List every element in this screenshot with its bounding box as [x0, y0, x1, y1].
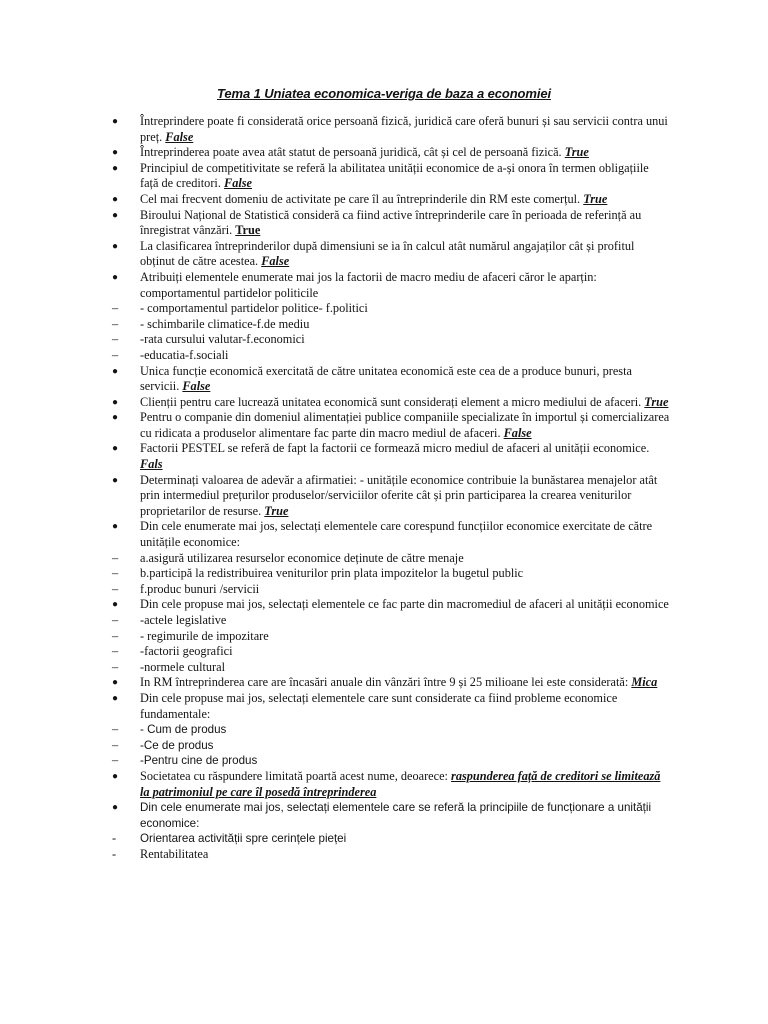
item-text: [140, 441, 670, 472]
sub-list-item: [0, 644, 768, 660]
item-text: [140, 317, 670, 333]
sub-list-item: [0, 551, 768, 567]
sub-list-item: [0, 660, 768, 676]
dash-icon: -: [112, 846, 117, 861]
item-question: In RM întreprinderea care are încasări anuale din vânzări între 9 și 25 milioane lei este considerată:: [140, 675, 629, 690]
item-text: [140, 769, 670, 800]
list-item: [0, 114, 768, 145]
item-text: [140, 114, 670, 145]
item-text: [140, 551, 670, 567]
item-question: -rata cursului valutar-f.economici: [140, 332, 305, 347]
bullet-icon: ●: [112, 677, 119, 689]
item-question: Cel mai frecvent domeniu de activitate pe care îl au întreprinderile din RM este comerțul.: [140, 191, 581, 206]
dash-icon: –: [112, 316, 119, 331]
list-item: [0, 441, 768, 472]
sub-list-item: [0, 831, 768, 847]
item-text: [140, 301, 670, 317]
item-question: f.produc bunuri /servicii: [140, 581, 260, 596]
item-question: -factorii geografici: [140, 644, 233, 659]
list-item: [0, 395, 768, 411]
item-answer: False: [165, 129, 194, 144]
sub-list-item: [0, 582, 768, 598]
item-text: [140, 395, 670, 411]
list-item: [0, 597, 768, 613]
item-text: [140, 364, 670, 395]
item-text: [140, 691, 670, 722]
item-text: [140, 208, 670, 239]
item-question: Factorii PESTEL se referă de fapt la factorii ce formează micro mediul de afaceri al unității economice.: [140, 441, 650, 456]
item-text: [140, 239, 670, 270]
item-question: Rentabilitatea: [140, 846, 209, 861]
item-text: [140, 192, 670, 208]
dash-icon: –: [112, 332, 119, 347]
sub-list-item: [0, 629, 768, 645]
bullet-icon: ●: [112, 521, 119, 533]
list-item: [0, 410, 768, 441]
item-text: [140, 738, 670, 754]
item-question: -normele cultural: [140, 659, 226, 674]
item-question: - Cum de produs: [140, 723, 227, 737]
item-text: [140, 582, 670, 598]
item-text: [140, 519, 670, 550]
dash-icon: –: [112, 753, 119, 768]
bullet-icon: ●: [112, 116, 119, 127]
dash-icon: -: [112, 831, 117, 846]
item-question: Din cele enumerate mai jos, selectați elementele care corespund funcțiilor economice exercitate de către unitățile economice:: [140, 519, 653, 550]
item-text: [140, 566, 670, 582]
item-text: [140, 613, 670, 629]
item-question: Atribuiți elementele enumerate mai jos la factorii de macro mediu de afaceri căror le aparțin: comportamentul partidelor politicile: [140, 269, 597, 300]
item-question: -actele legislative: [140, 613, 227, 627]
bullet-icon: ●: [112, 396, 119, 408]
list-item: [0, 208, 768, 239]
item-text: [140, 722, 670, 738]
item-question: - comportamentul partidelor politice- f.politici: [140, 301, 368, 316]
bullet-icon: ●: [112, 240, 119, 252]
list-item: [0, 192, 768, 208]
item-answer: False: [182, 379, 211, 394]
item-answer: Fals: [140, 457, 163, 472]
item-text: [140, 145, 670, 161]
item-answer: False: [224, 176, 253, 191]
item-text: [140, 675, 670, 691]
item-answer: True: [644, 394, 669, 409]
sub-list-item: [0, 847, 768, 863]
item-question: Din cele enumerate mai jos, selectați elementele care se referă la principiile de funcționare a unității economice:: [140, 801, 652, 830]
bullet-icon: ●: [112, 412, 119, 424]
item-text: [140, 161, 670, 192]
item-question: a.asigură utilizarea resurselor economice deținute de către menaje: [140, 550, 464, 565]
item-text: [140, 410, 670, 441]
sub-list-item: [0, 566, 768, 582]
dash-icon: –: [112, 722, 119, 737]
item-answer: raspunderea față de creditori se limitează la patrimoniul pe care îl posedă întreprinderea: [140, 768, 661, 799]
bullet-icon: ●: [112, 474, 119, 486]
item-text: [140, 800, 670, 831]
bullet-icon: ●: [112, 599, 119, 611]
item-answer: Mica: [631, 675, 658, 690]
item-question: - regimurile de impozitare: [140, 628, 269, 643]
list-item: [0, 519, 768, 550]
sub-list-item: [0, 301, 768, 317]
item-question: -educatia-f.sociali: [140, 347, 229, 362]
sub-list-item: [0, 722, 768, 738]
item-question: Întreprindere poate fi considerată orice persoană fizică, juridică care oferă bunuri și sau servicii contra unui preț.: [140, 114, 668, 144]
item-question: -Ce de produs: [140, 738, 214, 752]
item-text: [140, 629, 670, 645]
list-item: [0, 239, 768, 270]
bullet-icon: ●: [112, 365, 119, 377]
bullet-icon: ●: [112, 770, 119, 782]
dash-icon: –: [112, 347, 119, 362]
dash-icon: –: [112, 613, 119, 627]
item-text: [140, 660, 670, 676]
item-question: - schimbarile climatice-f.de mediu: [140, 316, 310, 331]
question-list: [0, 114, 768, 863]
sub-list-item: [0, 317, 768, 333]
item-question: Din cele propuse mai jos, selectați elementele care sunt considerate ca fiind probleme economice fundamentale:: [140, 690, 618, 721]
list-item: [0, 675, 768, 691]
list-item: [0, 364, 768, 395]
list-item: [0, 691, 768, 722]
dash-icon: –: [112, 659, 119, 674]
bullet-icon: ●: [112, 147, 119, 159]
sub-list-item: [0, 738, 768, 754]
item-question: -Pentru cine de produs: [140, 754, 258, 768]
list-item: [0, 270, 768, 301]
list-item: [0, 161, 768, 192]
item-question: Din cele propuse mai jos, selectați elementele ce fac parte din macromediul de afaceri al unității economice: [140, 597, 669, 612]
item-question: Principiul de competitivitate se referă la abilitatea unității economice de a-și onora în termen obligațiile față de creditori.: [140, 160, 649, 191]
item-question: La clasificarea întreprinderilor după dimensiuni se ia în calcul atât numărul angajaților cât și profitul obținut de către acestea.: [140, 238, 635, 269]
item-question: Întreprinderea poate avea atât statut de persoană juridică, cât și cel de persoană fizică.: [140, 145, 562, 160]
item-answer: True: [583, 191, 608, 206]
item-question: Pentru o companie din domeniul alimentației publice companiile specializate în importul și comercializarea cu ridicata a produselor alimentare fac parte din macro mediul de afaceri.: [140, 410, 670, 440]
bullet-icon: ●: [112, 802, 119, 814]
item-question: Clienții pentru care lucrează unitatea economică sunt considerați element a micro mediului de afaceri.: [140, 394, 642, 409]
item-answer: True: [264, 503, 289, 518]
sub-list-item: [0, 348, 768, 364]
list-item: [0, 473, 768, 520]
item-text: [140, 332, 670, 348]
bullet-icon: ●: [112, 162, 119, 174]
item-text: [140, 348, 670, 364]
item-text: [140, 753, 670, 769]
item-text: [140, 831, 670, 847]
item-question: b.participă la redistribuirea veniturilor prin plata impozitelor la bugetul public: [140, 566, 524, 581]
item-question: Biroului Național de Statistică consideră ca fiind active întreprinderile care în perioada de referință au înregistrat vânzări.: [140, 207, 642, 238]
dash-icon: –: [112, 581, 119, 596]
bullet-icon: ●: [112, 209, 119, 221]
item-answer: True: [564, 145, 589, 160]
item-text: [140, 847, 670, 863]
item-question: Orientarea activității spre cerințele pieței: [140, 832, 347, 846]
item-question: Unica funcție economică exercitată de către unitatea economică este cea de a produce bunuri, presta servicii.: [140, 363, 632, 394]
sub-list-item: [0, 613, 768, 629]
item-text: [140, 473, 670, 520]
bullet-icon: ●: [112, 443, 119, 455]
bullet-icon: ●: [112, 692, 119, 704]
dash-icon: –: [112, 550, 119, 565]
dash-icon: –: [112, 301, 119, 316]
item-answer: False: [261, 254, 290, 269]
dash-icon: –: [112, 644, 119, 659]
bullet-icon: ●: [112, 271, 119, 283]
sub-list-item: [0, 332, 768, 348]
dash-icon: –: [112, 566, 119, 581]
list-item: [0, 800, 768, 831]
page-title: Tema 1 Uniatea economica-veriga de baza a economiei: [217, 86, 551, 101]
list-item: [0, 145, 768, 161]
dash-icon: –: [112, 628, 119, 643]
item-text: [140, 597, 670, 613]
list-item: [0, 769, 768, 800]
item-text: [140, 644, 670, 660]
item-answer: True: [235, 223, 261, 238]
item-question: Societatea cu răspundere limitată poartă acest nume, deoarece:: [140, 768, 448, 783]
item-answer: False: [503, 425, 532, 440]
item-text: [140, 270, 670, 301]
item-question: Determinați valoarea de adevăr a afirmatiei: - unitățile economice contribuie la bunăstarea menajelor atât prin intermediul prețurilor produselor/serviciilor oferite cât și prin participarea la crearea veniturilor proprietarilor de resurse.: [140, 472, 658, 518]
dash-icon: –: [112, 737, 119, 752]
sub-list-item: [0, 753, 768, 769]
bullet-icon: ●: [112, 193, 119, 205]
